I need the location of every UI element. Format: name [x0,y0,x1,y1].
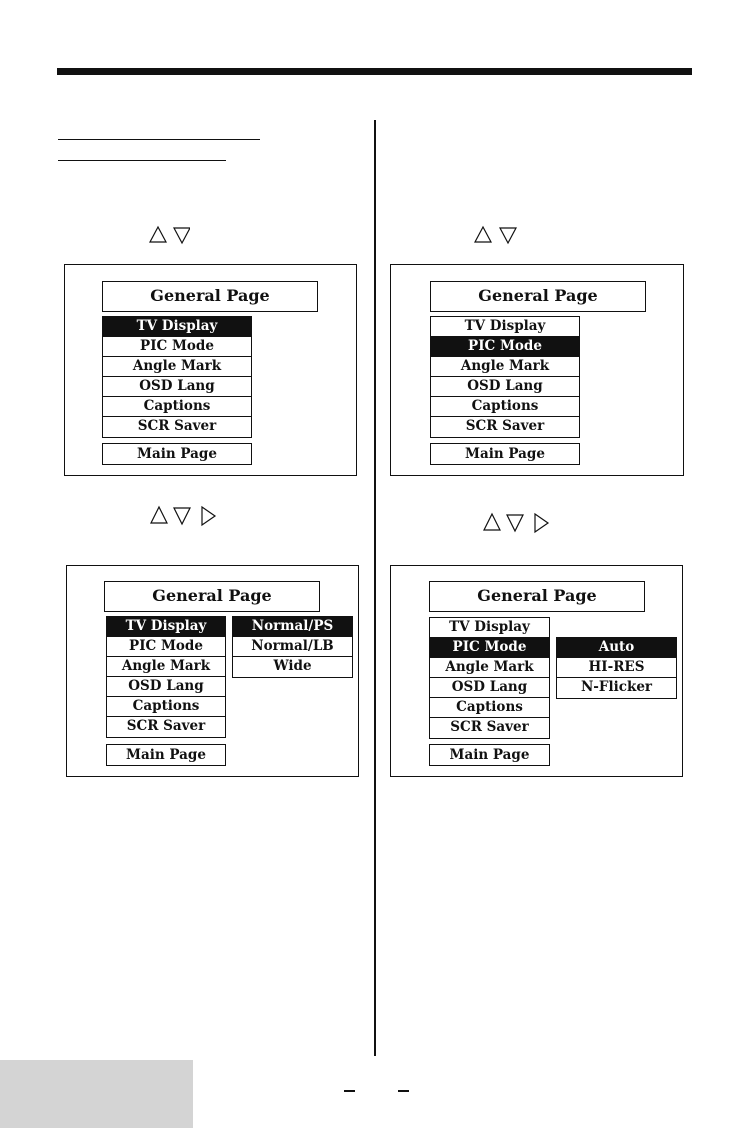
submenu-item-hi-res[interactable]: HI-RES [557,658,676,678]
submenu-item-normal-ps[interactable]: Normal/PS [233,617,352,637]
osd-panel-3 [66,565,359,777]
menu-item-captions[interactable]: Captions [431,397,579,417]
menu-item-osd-lang[interactable]: OSD Lang [103,377,251,397]
down-arrow-icon [174,508,190,524]
menu-item-angle-mark[interactable]: Angle Mark [103,357,251,377]
menu-item-captions[interactable]: Captions [103,397,251,417]
heading-underline-2 [58,160,226,161]
menu-item-pic-mode[interactable]: PIC Mode [103,337,251,357]
main-page-button[interactable]: Main Page [106,744,226,766]
right-arrow-icon [535,514,548,532]
up-arrow-icon [484,514,500,530]
down-arrow-icon [507,515,523,531]
menu-item-captions[interactable]: Captions [107,697,225,717]
menu-item-osd-lang[interactable]: OSD Lang [431,377,579,397]
up-down-arrows-2 [473,225,517,245]
heading-underline-1 [58,139,260,140]
general-menu [102,316,252,438]
main-page-button[interactable]: Main Page [430,443,580,465]
panel-title: General Page [430,281,646,312]
footer-dash-2 [398,1090,409,1092]
pic-mode-submenu [556,637,677,699]
osd-panel-4 [390,565,683,777]
general-menu [106,616,226,738]
menu-item-tv-display[interactable]: TV Display [431,317,579,337]
down-arrow-icon [174,228,190,243]
menu-item-osd-lang[interactable]: OSD Lang [430,678,549,698]
general-menu [429,617,550,739]
menu-item-tv-display[interactable]: TV Display [103,317,251,337]
menu-item-captions[interactable]: Captions [430,698,549,718]
menu-item-tv-display[interactable]: TV Display [430,618,549,638]
menu-item-scr-saver[interactable]: SCR Saver [107,717,225,737]
osd-panel-2 [390,264,684,476]
right-arrow-icon [202,507,215,525]
submenu-item-normal-lb[interactable]: Normal/LB [233,637,352,657]
down-arrow-icon [500,228,516,243]
general-menu [430,316,580,438]
footer-dash-1 [344,1090,355,1092]
main-page-button[interactable]: Main Page [429,744,550,766]
up-down-right-arrows-2 [482,512,550,534]
panel-title: General Page [429,581,645,612]
up-arrow-icon [150,227,166,242]
top-rule [57,68,692,75]
tv-display-submenu [232,616,353,678]
up-down-arrows-1 [148,225,190,245]
menu-item-scr-saver[interactable]: SCR Saver [431,417,579,437]
menu-item-scr-saver[interactable]: SCR Saver [103,417,251,437]
up-down-right-arrows-1 [149,505,217,527]
menu-item-angle-mark[interactable]: Angle Mark [107,657,225,677]
up-arrow-icon [151,507,167,523]
panel-title: General Page [104,581,320,612]
main-page-button[interactable]: Main Page [102,443,252,465]
menu-item-pic-mode[interactable]: PIC Mode [431,337,579,357]
panel-title: General Page [102,281,318,312]
submenu-item-auto[interactable]: Auto [557,638,676,658]
up-arrow-icon [475,227,491,242]
menu-item-angle-mark[interactable]: Angle Mark [430,658,549,678]
submenu-item-n-flicker[interactable]: N-Flicker [557,678,676,698]
menu-item-tv-display[interactable]: TV Display [107,617,225,637]
menu-item-pic-mode[interactable]: PIC Mode [430,638,549,658]
menu-item-osd-lang[interactable]: OSD Lang [107,677,225,697]
osd-panel-1 [64,264,357,476]
footer-tab [0,1060,193,1128]
submenu-item-wide[interactable]: Wide [233,657,352,677]
menu-item-pic-mode[interactable]: PIC Mode [107,637,225,657]
menu-item-angle-mark[interactable]: Angle Mark [431,357,579,377]
menu-item-scr-saver[interactable]: SCR Saver [430,718,549,738]
column-divider [374,120,376,1056]
